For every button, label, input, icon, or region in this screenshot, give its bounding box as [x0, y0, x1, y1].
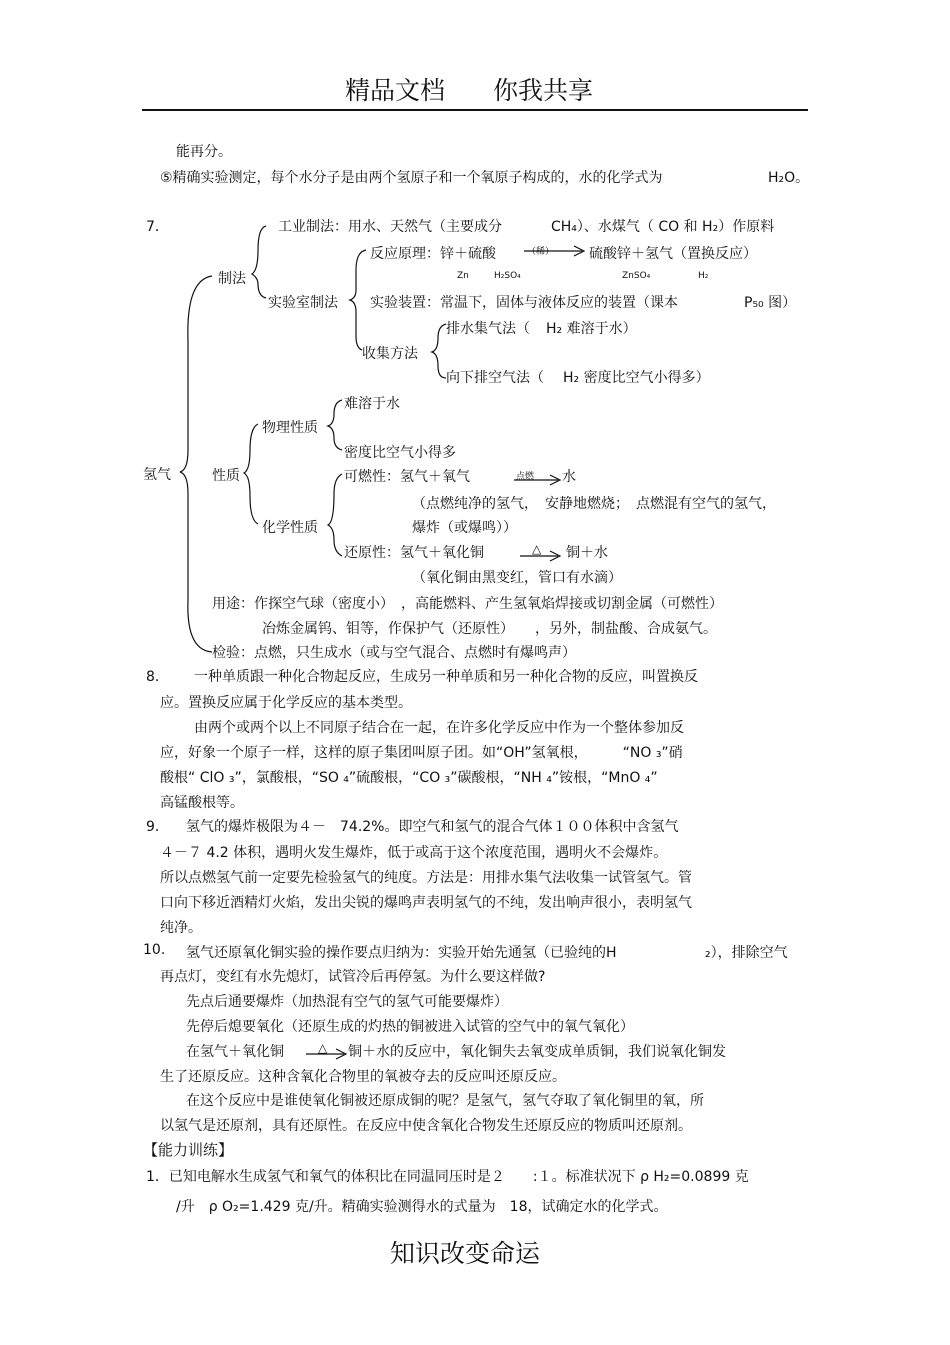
s9-number: 9．	[146, 819, 169, 835]
s8-line-2: 应。置换反应属于化学反应的基本类型。	[160, 695, 412, 711]
s7-number: 7．	[146, 219, 169, 235]
s7-paishui-h2: H₂ 难溶于水）	[546, 321, 637, 337]
s7-zhifa: 制法	[218, 271, 246, 287]
intro-line-1: 能再分。	[176, 144, 232, 160]
s7-root: 氢气	[143, 467, 171, 483]
s7-huanyuan-note: （氧化铜由黑变红，管口有水滴）	[412, 570, 622, 586]
s7-dianran: 点燃	[516, 472, 535, 482]
s10-line-3: 先点后通要爆炸（加热混有空气的氢气可能要爆炸）	[186, 994, 508, 1010]
training-q1-line-2: /升 ρ O₂=1.429 克/升。精确实验测得水的式量为 18，试确定水的化学式。	[176, 1199, 668, 1215]
s7-keran-note1: （点燃纯净的氢气， 安静地燃烧； 点燃混有空气的氢气，	[412, 496, 776, 512]
s7-huanyuan: 还原性：氢气＋氧化铜	[344, 545, 484, 561]
s10-number: 10.	[143, 942, 166, 958]
s7-keran: 可燃性：氢气＋氧气	[344, 469, 470, 485]
s8-line-4: 应，好象一个原子一样，这样的原子集团叫原子团。如“OH”氢氧根， “NO ₃”硝	[160, 745, 683, 761]
s7-formula-h2: H₂	[698, 271, 709, 281]
s7-fanying-prod: 硫酸锌＋氢气（置换反应）	[589, 246, 757, 262]
s7-gongye-ch4: CH₄）、水煤气（ CO 和 H₂）作原料	[551, 219, 775, 235]
s10-line-2: 再点灯，变红有水先熄灯，试管冷后再停氢。为什么要这样做?	[160, 969, 546, 985]
s7-keran-note2: 爆炸（或爆鸣））	[412, 520, 517, 536]
s7-formula-h2so4: H₂SO₄	[494, 271, 521, 281]
training-title: 【能力训练】	[143, 1141, 234, 1159]
s7-midu: 密度比空气小得多	[344, 445, 456, 461]
s10-line-8: 以氢气是还原剂，具有还原性。在反应中使含氧化合物发生还原反应的物质叫还原剂。	[160, 1118, 692, 1134]
s7-xiangxia-h2: H₂ 密度比空气小得多）	[563, 370, 710, 386]
s8-line-6: 高锰酸根等。	[160, 795, 244, 811]
s10-line-4: 先停后熄要氧化（还原生成的灼热的铜被进入试管的空气中的氧气氧化）	[186, 1019, 634, 1035]
s10-line-5a: 在氢气＋氧化铜	[186, 1044, 284, 1060]
s7-xiangxia: 向下排空气法（	[446, 370, 544, 386]
s10-line-1: 氢气还原氧化铜实验的操作要点归纳为：实验开始先通氢（已验纯的H	[186, 945, 617, 961]
s7-huanyuan-prod: 铜＋水	[566, 545, 608, 561]
s7-gongye: 工业制法：用水、天然气（主要成分	[278, 219, 502, 235]
s7-shiyanshi: 实验室制法	[268, 295, 338, 311]
intro-line-2: ⑤精确实验测定，每个水分子是由两个氢原子和一个氧原子构成的，水的化学式为	[160, 170, 663, 186]
s7-huaxue: 化学性质	[262, 520, 318, 536]
s7-yongtu1: 用途：作探空气球（密度小） ，高能燃料、产生氢氧焰焊接或切割金属（可燃性）	[212, 596, 723, 612]
footer: 知识改变命运	[390, 1239, 541, 1268]
s7-nanrong: 难溶于水	[344, 396, 400, 412]
s8-line-5: 酸根“ ClO ₃”，氯酸根，“SO ₄”硫酸根，“CO ₃”碳酸根，“NH ₄”铵根，“MnO ₄”	[160, 770, 658, 786]
s9-line-4: 口向下移近酒精灯火焰，发出尖锐的爆鸣声表明氢气的不纯，发出响声很小，表明氢气	[160, 895, 692, 911]
intro-formula: H₂O。	[768, 170, 810, 186]
s9-line-5: 纯净。	[160, 920, 202, 936]
s7-shui: 水	[562, 469, 576, 485]
s10-line-7: 在这个反应中是谁使氧化铜被还原成铜的呢？是氢气，氢气夺取了氧化铜里的氧，所	[186, 1093, 704, 1109]
s7-wuli: 物理性质	[262, 420, 318, 436]
s10-line-5b: 铜＋水的反应中，氧化铜失去氧变成单质铜，我们说氧化铜发	[348, 1044, 726, 1060]
s8-line-3: 由两个或两个以上不同原子结合在一起，在许多化学反应中作为一个整体参加反	[194, 720, 684, 736]
training-q1-line-1: 1．已知电解水生成氢气和氧气的体积比在同温同压时是２ :１。标准状况下 ρ H₂=0.0899 克	[146, 1169, 749, 1185]
header-right: 你我共享	[493, 76, 594, 105]
s7-zhuangzhi-p: P₅₀ 图）	[744, 295, 797, 311]
s8-number: 8．	[146, 669, 169, 685]
s7-xi: （稀）	[527, 247, 555, 257]
s10-delta: △	[318, 1041, 328, 1055]
s7-zhuangzhi: 实验装置：常温下，固体与液体反应的装置（课本	[370, 295, 678, 311]
s9-line-1: 氢气的爆炸极限为４－ 74.2%。即空气和氢气的混合气体１００体积中含氢气	[186, 819, 679, 835]
s7-shouji: 收集方法	[362, 346, 418, 362]
s7-jianyan: 检验：点燃，只生成水（或与空气混合、点燃时有爆鸣声）	[212, 645, 576, 661]
s7-formula-znso4: ZnSO₄	[622, 271, 651, 281]
s7-xingzhi: 性质	[212, 468, 240, 484]
s7-paishui: 排水集气法（	[446, 321, 530, 337]
s7-delta: △	[532, 542, 542, 556]
header-left: 精品文档	[345, 76, 446, 105]
s7-fanying: 反应原理：锌＋硫酸	[370, 246, 496, 262]
s9-line-2: ４－７ 4.2 体积，遇明火发生爆炸，低于或高于这个浓度范围，遇明火不会爆炸。	[160, 845, 668, 861]
s9-line-3: 所以点燃氢气前一定要先检验氢气的纯度。方法是：用排水集气法收集一试管氢气。管	[160, 870, 692, 886]
s7-yongtu2: 冶炼金属钨、钼等，作保护气（还原性） ，另外，制盐酸、合成氨气。	[262, 621, 717, 637]
s7-formula-zn: Zn	[457, 271, 469, 281]
s10-line-1-end: ₂），排除空气	[705, 945, 788, 961]
s8-line-1: 一种单质跟一种化合物起反应，生成另一种单质和另一种化合物的反应，叫置换反	[194, 669, 698, 685]
s10-line-6: 生了还原反应。这种含氧化合物里的氧被夺去的反应叫还原反应。	[160, 1069, 566, 1085]
